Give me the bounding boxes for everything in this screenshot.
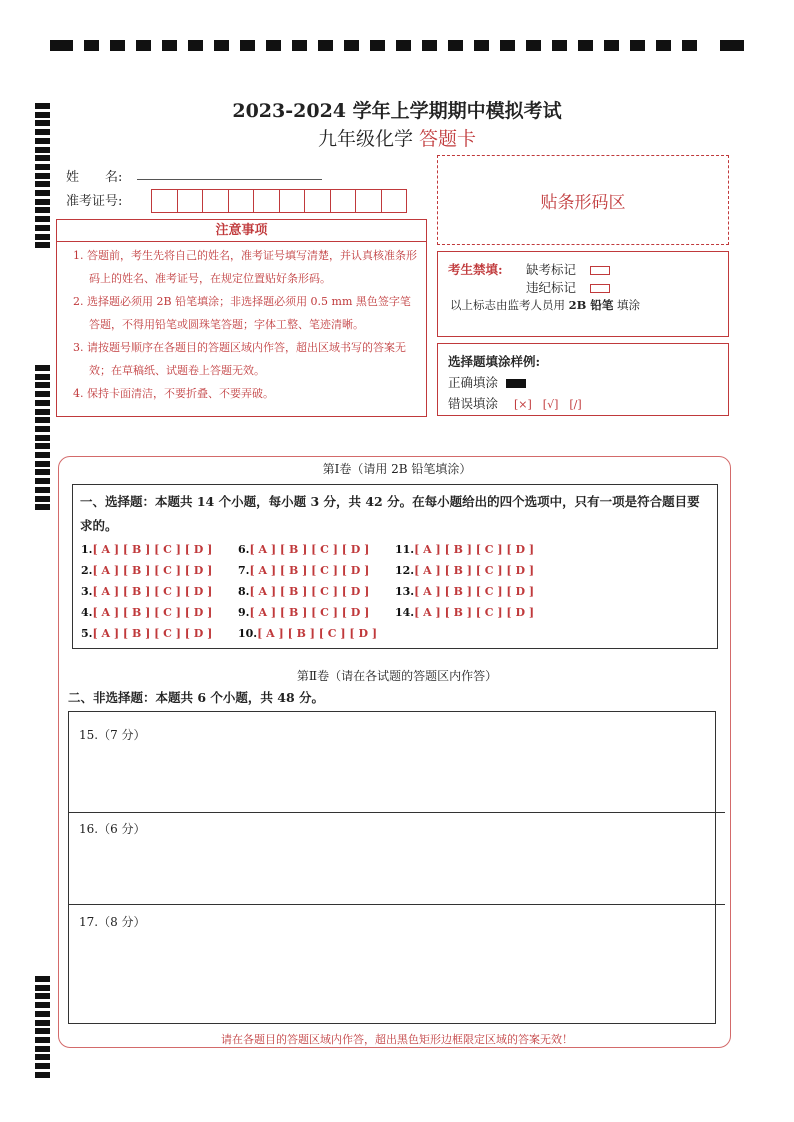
ban-note-pre: 以上标志由监考人员用: [450, 298, 565, 312]
ban-note: [450, 297, 640, 313]
choice-question[interactable]: [395, 585, 534, 598]
option-bubbles[interactable]: [ A ] [ B ] [ C ] [ D ]: [249, 585, 370, 598]
id-digit-box[interactable]: [177, 189, 204, 213]
option-bubbles[interactable]: [ A ] [ B ] [ C ] [ D ]: [414, 564, 535, 577]
question-15-label: 15.（7 分）: [79, 728, 146, 742]
question-number: 4.: [81, 606, 93, 619]
question-16-label: 16.（6 分）: [79, 822, 146, 836]
part1-title: 第Ⅰ卷（请用 2B 铅笔填涂）: [322, 462, 472, 476]
choice-question[interactable]: [238, 606, 369, 619]
choice-question[interactable]: [395, 606, 534, 619]
violation-mark-row: [526, 278, 610, 296]
timing-mark: [35, 190, 50, 196]
question-number: 3.: [81, 585, 93, 598]
timing-mark: [35, 155, 50, 161]
question-number: 11.: [395, 543, 415, 556]
timing-mark: [35, 391, 50, 397]
timing-mark: [35, 496, 50, 502]
notice-item: 4. 保持卡面清洁，不要折叠、不要弄破。: [73, 387, 274, 400]
timing-mark: [35, 374, 50, 380]
notice-box: [56, 219, 427, 417]
name-input-line[interactable]: [137, 178, 322, 180]
violation-label: 违纪标记: [526, 280, 577, 295]
timing-mark: [35, 1054, 50, 1060]
id-digit-box[interactable]: [202, 189, 229, 213]
question-number: 2.: [81, 564, 93, 577]
option-bubbles[interactable]: [ A ] [ B ] [ C ] [ D ]: [249, 606, 370, 619]
sample-correct-row: [448, 373, 526, 391]
choice-question[interactable]: [395, 543, 534, 556]
wrong-sample-marks: [×] [√] [/]: [514, 398, 582, 411]
absent-checkbox[interactable]: [590, 266, 610, 275]
absent-label: 缺考标记: [526, 262, 577, 277]
choice-question[interactable]: [81, 606, 212, 619]
timing-mark: [35, 382, 50, 388]
option-bubbles[interactable]: [ A ] [ B ] [ C ] [ D ]: [92, 585, 213, 598]
choice-question[interactable]: [238, 543, 369, 556]
sample-wrong-row: [448, 394, 582, 412]
notice-item: 3. 请按题号顺序在各题目的答题区域内作答，超出区域书写的答案无效；在草稿纸、试题卷上答题无效。: [73, 341, 406, 377]
question-number: 14.: [395, 606, 415, 619]
barcode-area: [437, 155, 729, 245]
ban-note-bold: 2B 铅笔: [568, 298, 614, 312]
free-response-box[interactable]: [68, 711, 716, 1024]
timing-mark: [35, 365, 50, 371]
id-digit-box[interactable]: [253, 189, 280, 213]
choice-instruction: 一、选择题：本题共 14 个小题，每小题 3 分，共 42 分。在每小题给出的四个选项中，只有一项是符合题目要求的。: [80, 494, 700, 533]
notice-item: 1. 答题前，考生先将自己的姓名，准考证号填写清楚，并认真核准条形码上的姓名、准考证号，在规定位置贴好条形码。: [73, 249, 417, 285]
question-number: 7.: [238, 564, 250, 577]
free-response-instruction: 二、非选择题：本题共 6 个小题，共 48 分。: [68, 690, 325, 705]
timing-mark: [35, 417, 50, 423]
timing-mark: [35, 1020, 50, 1026]
option-bubbles[interactable]: [ A ] [ B ] [ C ] [ D ]: [257, 627, 378, 640]
ban-note-post: 填涂: [617, 298, 641, 312]
timing-mark: [35, 1002, 50, 1008]
timing-mark: [35, 1072, 50, 1078]
notice-heading: 注意事项: [57, 220, 426, 242]
answer-divider: [68, 812, 725, 813]
question-number: 10.: [238, 627, 258, 640]
choice-question[interactable]: [238, 564, 369, 577]
option-bubbles[interactable]: [ A ] [ B ] [ C ] [ D ]: [249, 564, 370, 577]
question-number: 9.: [238, 606, 250, 619]
timing-mark: [35, 242, 50, 248]
timing-mark: [35, 487, 50, 493]
absent-mark-row: [526, 260, 610, 278]
choice-question[interactable]: [81, 627, 212, 640]
timing-mark: [35, 1011, 50, 1017]
question-number: 6.: [238, 543, 250, 556]
choice-question[interactable]: [395, 564, 534, 577]
id-digit-box[interactable]: [330, 189, 357, 213]
notice-item: 2. 选择题必须用 2B 铅笔填涂；非选择题必须用 0.5 mm 黑色签字笔答题，不得用铅笔或圆珠笔答题；字体工整、笔迹清晰。: [73, 295, 411, 331]
timing-mark: [35, 435, 50, 441]
sample-correct-label: 正确填涂: [448, 375, 499, 390]
question-17-label: 17.（8 分）: [79, 915, 146, 929]
timing-mark: [35, 173, 50, 179]
exam-subtitle: [0, 124, 794, 151]
timing-mark: [35, 993, 50, 999]
question-number: 5.: [81, 627, 93, 640]
fill-sample-box: [437, 343, 729, 416]
question-number: 1.: [81, 543, 93, 556]
part2-title: 第Ⅱ卷（请在各试题的答题区内作答）: [296, 669, 498, 683]
timing-mark: [35, 400, 50, 406]
ban-heading: 考生禁填:: [448, 262, 503, 277]
question-number: 12.: [395, 564, 415, 577]
timing-mark: [35, 443, 50, 449]
name-label: 姓 名:: [66, 170, 123, 185]
option-bubbles[interactable]: [ A ] [ B ] [ C ] [ D ]: [249, 543, 370, 556]
timing-mark: [35, 225, 50, 231]
timing-mark: [35, 234, 50, 240]
timing-mark: [35, 409, 50, 415]
option-bubbles[interactable]: [ A ] [ B ] [ C ] [ D ]: [92, 564, 213, 577]
timing-mark: [35, 452, 50, 458]
id-digit-box[interactable]: [381, 189, 408, 213]
option-bubbles[interactable]: [ A ] [ B ] [ C ] [ D ]: [414, 585, 535, 598]
timing-mark: [35, 207, 50, 213]
sample-wrong-label: 错误填涂: [448, 396, 499, 411]
id-digit-box[interactable]: [304, 189, 331, 213]
timing-mark: [35, 181, 50, 187]
timing-mark: [35, 216, 50, 222]
choice-question[interactable]: [81, 564, 212, 577]
choice-question[interactable]: [81, 543, 212, 556]
timing-mark: [35, 504, 50, 510]
sample-heading: 选择题填涂样例:: [448, 354, 541, 369]
id-digit-box[interactable]: [279, 189, 306, 213]
exam-id-boxes[interactable]: [151, 189, 406, 213]
choice-question[interactable]: [238, 627, 377, 640]
option-bubbles[interactable]: [ A ] [ B ] [ C ] [ D ]: [414, 543, 535, 556]
violation-checkbox[interactable]: [590, 284, 610, 293]
footer-warning: 请在各题目的答题区域内作答，超出黑色矩形边框限定区域的答案无效！: [221, 1033, 573, 1046]
timing-mark: [35, 976, 50, 982]
timing-mark: [35, 985, 50, 991]
id-digit-box[interactable]: [228, 189, 255, 213]
filled-sample-mark: [506, 379, 526, 388]
id-digit-box[interactable]: [151, 189, 178, 213]
timing-mark: [35, 478, 50, 484]
exam-title: 2023-2024 学年上学期期中模拟考试: [232, 100, 562, 122]
barcode-label: 贴条形码区: [540, 192, 626, 213]
question-number: 8.: [238, 585, 250, 598]
subtitle-subject: 九年级化学: [317, 128, 413, 150]
id-digit-box[interactable]: [355, 189, 382, 213]
option-bubbles[interactable]: [ A ] [ B ] [ C ] [ D ]: [92, 627, 213, 640]
question-number: 13.: [395, 585, 415, 598]
timing-mark: [35, 199, 50, 205]
option-bubbles[interactable]: [ A ] [ B ] [ C ] [ D ]: [92, 543, 213, 556]
timing-mark: [35, 426, 50, 432]
timing-mark: [35, 1063, 50, 1069]
option-bubbles[interactable]: [ A ] [ B ] [ C ] [ D ]: [414, 606, 535, 619]
option-bubbles[interactable]: [ A ] [ B ] [ C ] [ D ]: [92, 606, 213, 619]
id-label: 准考证号:: [66, 194, 123, 209]
timing-mark: [35, 164, 50, 170]
subtitle-answer-card: 答题卡: [419, 128, 477, 150]
examiner-only-box: [437, 251, 729, 337]
answer-divider: [68, 904, 725, 905]
choice-question[interactable]: [238, 585, 369, 598]
choice-question[interactable]: [81, 585, 212, 598]
